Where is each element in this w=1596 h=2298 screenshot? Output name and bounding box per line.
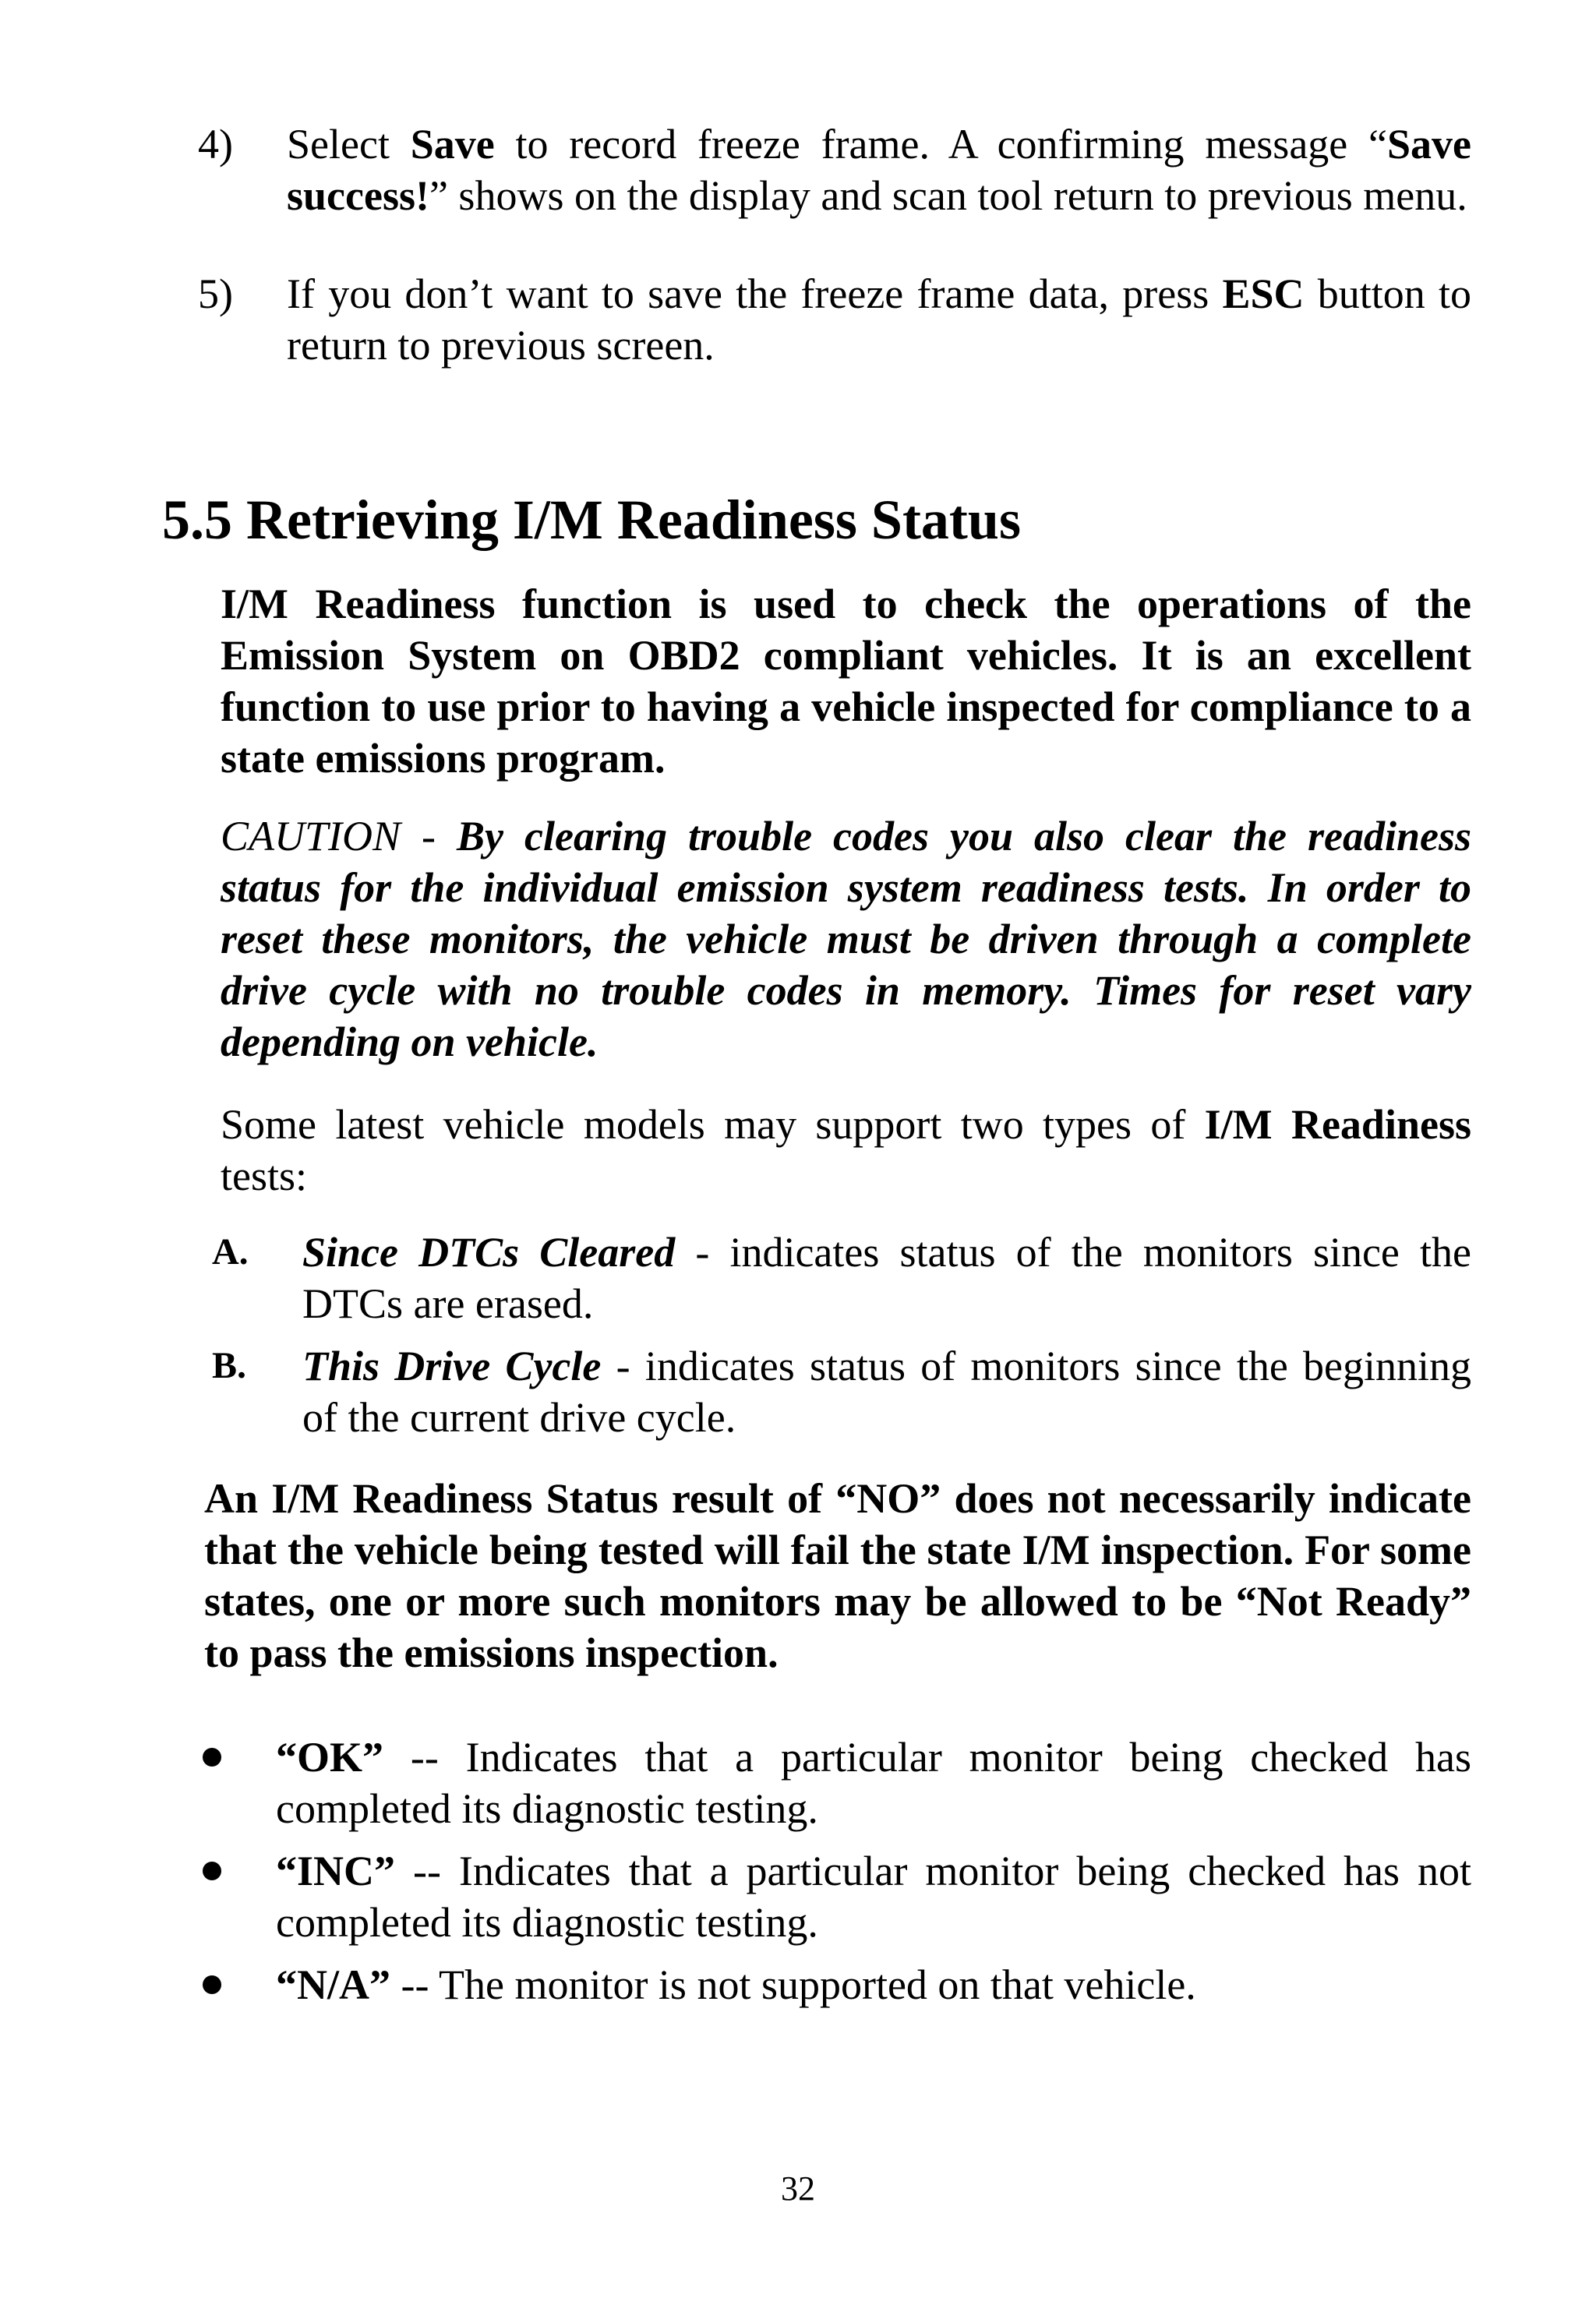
step-item: [198, 118, 1471, 221]
status-bullet-list: [201, 1731, 1471, 2010]
step-text: Select Save to record freeze frame. A confirming message “Save success!” shows on the display and scan tool return to previous menu.: [287, 121, 1471, 219]
intro-paragraph: I/M Readiness function is used to check the operations of the Emission System on OBD2 compliant vehicles. It is an excellent function to use prior to having a vehicle inspected for compliance to a state emissions program.: [221, 581, 1471, 782]
status-code: “OK”: [276, 1734, 384, 1781]
section-title: 5.5 Retrieving I/M Readiness Status: [162, 489, 1021, 551]
support-paragraph: Some latest vehicle models may support two types of I/M Readiness tests:: [221, 1101, 1471, 1199]
test-type-item: [212, 1340, 1471, 1443]
step-item: [198, 268, 1471, 371]
caution-paragraph: [221, 810, 1471, 1068]
status-code: “INC”: [276, 1848, 396, 1894]
step-number: 4): [198, 121, 233, 168]
caution-label: CAUTION -: [221, 813, 457, 860]
test-type-letter: A.: [212, 1231, 249, 1273]
esc-keyword: ESC: [1222, 270, 1305, 317]
page-number: 32: [781, 2169, 815, 2208]
step-list: [198, 118, 1471, 371]
step-number: 5): [198, 270, 233, 317]
readiness-note: An I/M Readiness Status result of “NO” does not necessarily indicate that the vehicle being tested will fail the state I/M inspection. For some states, one or more such monitors may be allowed to be “Not Ready” to pass the emissions inspection.: [204, 1475, 1471, 1676]
test-type-term: Since DTCs Cleared: [302, 1229, 676, 1276]
test-type-item: [212, 1227, 1471, 1329]
bullet-dot-icon: [203, 1748, 221, 1767]
bullet-dot-icon: [203, 1862, 221, 1880]
save-success-message: Save success!: [287, 121, 1471, 219]
test-type-letter: B.: [212, 1345, 247, 1386]
test-type-text: Since DTCs Cleared - indicates status of the monitors since the DTCs are erased.: [302, 1229, 1471, 1327]
save-keyword: Save: [410, 121, 495, 168]
status-code: “N/A”: [276, 1961, 390, 2008]
step-text: If you don’t want to save the freeze frame data, press ESC button to return to previous screen.: [287, 270, 1471, 369]
status-bullet-item: [201, 1731, 1471, 1834]
test-type-list: [212, 1227, 1471, 1443]
caution-text: By clearing trouble codes you also clear the readiness status for the individual emission system readiness tests. In order to reset these monitors, the vehicle must be driven through a complete drive cycle with no trouble codes in memory. Times for reset vary depending on vehicle.: [221, 813, 1472, 1065]
test-type-term: This Drive Cycle: [302, 1343, 602, 1389]
test-type-text: This Drive Cycle - indicates status of monitors since the beginning of the current drive cycle.: [302, 1343, 1471, 1441]
bullet-dot-icon: [203, 1975, 221, 1994]
status-bullet-item: [201, 1959, 1471, 2010]
im-readiness-keyword: I/M Readiness: [1204, 1101, 1471, 1148]
status-bullet-text: “OK” -- Indicates that a particular monitor being checked has completed its diagnostic testing.: [276, 1734, 1471, 1832]
status-bullet-text: “INC” -- Indicates that a particular monitor being checked has not completed its diagnostic testing.: [276, 1848, 1471, 1946]
status-bullet-item: [201, 1845, 1471, 1948]
status-bullet-text: “N/A” -- The monitor is not supported on that vehicle.: [276, 1961, 1196, 2008]
